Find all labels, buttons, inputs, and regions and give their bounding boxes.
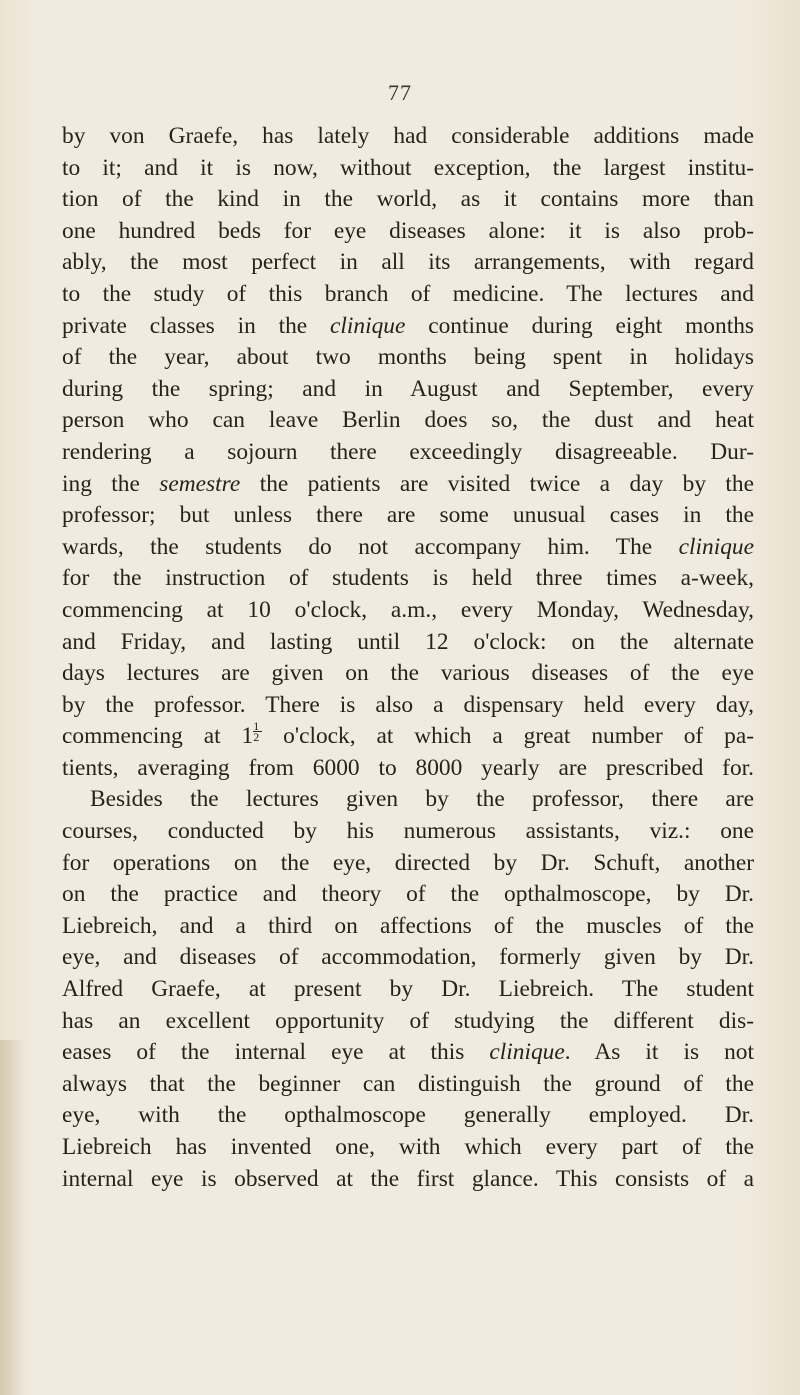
- line-text: commencing at 1: [62, 723, 254, 750]
- page-number: 77: [388, 80, 412, 105]
- text-line: [62, 627, 754, 659]
- line-text: wards, the students do not accompany him. The: [62, 533, 679, 560]
- line-text: internal eye is observed at the first glance. This consists of a: [62, 1165, 754, 1192]
- line-text: on the practice and theory of the opthalmoscope, by Dr.: [62, 881, 754, 908]
- text-line: [62, 405, 754, 437]
- line-text: rendering a sojourn there exceedingly disagreeable. Dur-: [62, 438, 754, 465]
- line-text: tients, averaging from 6000 to 8000 yearly are prescribed for.: [62, 754, 754, 781]
- text-line: [62, 311, 754, 343]
- text-line: [62, 563, 754, 595]
- line-text: o'clock, at which a great number of pa-: [262, 723, 754, 750]
- line-text: to it; and it is now, without exception, the largest institu-: [62, 154, 754, 181]
- italic-term: semestre: [159, 470, 241, 497]
- text-line: [62, 184, 754, 216]
- fraction-numerator: 1: [253, 721, 262, 732]
- text-line: [62, 848, 754, 880]
- line-text: one hundred beds for eye diseases alone: it is also prob-: [62, 217, 754, 244]
- line-text: for operations on the eye, directed by Dr. Schuft, another: [62, 849, 754, 876]
- line-text: always that the beginner can distinguish the ground of the: [62, 1070, 754, 1097]
- line-text: Liebreich, and a third on affections of the muscles of the: [62, 912, 754, 939]
- line-text: eases of the internal eye at this: [62, 1039, 490, 1066]
- text-line: [62, 1132, 754, 1164]
- text-line: [62, 247, 754, 279]
- line-text: Besides the lectures given by the professor, there are: [90, 786, 754, 813]
- text-line: [62, 279, 754, 311]
- line-text: has an excellent opportunity of studying the different dis-: [62, 1007, 754, 1034]
- line-text: by von Graefe, has lately had considerable additions made: [62, 123, 754, 149]
- line-text: Alfred Graefe, at present by Dr. Liebreich. The student: [62, 976, 754, 1003]
- text-line: [62, 942, 754, 974]
- text-line: [62, 721, 754, 753]
- line-text: during the spring; and in August and September, every: [62, 375, 754, 402]
- text-line: [62, 658, 754, 690]
- text-line: [62, 911, 754, 943]
- line-text: person who can leave Berlin does so, the dust and heat: [62, 407, 754, 434]
- text-line: [62, 1069, 754, 1101]
- text-line: [62, 974, 754, 1006]
- text-line: [62, 216, 754, 248]
- line-text: for the instruction of students is held three times a-week,: [62, 565, 754, 592]
- line-text: courses, conducted by his numerous assistants, viz.: one: [62, 818, 754, 845]
- page-edge-stain: [0, 1040, 26, 1395]
- line-text: commencing at 10 o'clock, a.m., every Monday, Wednesday,: [62, 596, 754, 623]
- line-text: . As it is not: [564, 1039, 754, 1066]
- line-text: Liebreich has invented one, with which every part of the: [62, 1134, 754, 1160]
- text-line: [62, 121, 754, 153]
- line-text: continue during eight months: [405, 312, 754, 339]
- line-text: tion of the kind in the world, as it contains more than: [62, 186, 754, 213]
- text-line: [62, 784, 754, 816]
- text-line: [62, 1037, 754, 1069]
- line-text: days lectures are given on the various diseases of the eye: [62, 660, 754, 687]
- line-text: ing the: [62, 470, 160, 497]
- body-text: [62, 121, 754, 1195]
- text-line: [62, 753, 754, 785]
- italic-term: clinique: [489, 1039, 565, 1066]
- line-text: eye, and diseases of accommodation, formerly given by Dr.: [62, 944, 754, 971]
- line-text: of the year, about two months being spent in holidays: [62, 344, 754, 371]
- text-line: [62, 816, 754, 848]
- text-line: [62, 595, 754, 627]
- fraction-denominator: 2: [253, 730, 260, 745]
- line-text: by the professor. There is also a dispensary held every day,: [62, 691, 754, 718]
- text-line: [62, 1006, 754, 1038]
- line-text: ably, the most perfect in all its arrangements, with regard: [62, 249, 754, 276]
- line-text: private classes in the: [62, 312, 331, 339]
- line-text: to the study of this branch of medicine. The lectures and: [62, 280, 754, 307]
- text-line: [62, 690, 754, 722]
- text-line: [62, 374, 754, 406]
- text-line: [62, 532, 754, 564]
- text-line: [62, 500, 754, 532]
- text-line: [62, 469, 754, 501]
- text-line: [62, 879, 754, 911]
- line-text: professor; but unless there are some unusual cases in the: [62, 502, 754, 529]
- text-line: [62, 1164, 754, 1196]
- text-line: [62, 153, 754, 185]
- text-line: [62, 437, 754, 469]
- line-text: and Friday, and lasting until 12 o'clock: on the alternate: [62, 628, 754, 655]
- text-line: [62, 1100, 754, 1132]
- text-line: [62, 342, 754, 374]
- line-text: the patients are visited twice a day by the: [240, 470, 754, 497]
- italic-term: clinique: [330, 312, 406, 339]
- line-text: eye, with the opthalmoscope generally employed. Dr.: [62, 1102, 754, 1129]
- fraction: [253, 719, 262, 745]
- italic-term: clinique: [678, 533, 754, 560]
